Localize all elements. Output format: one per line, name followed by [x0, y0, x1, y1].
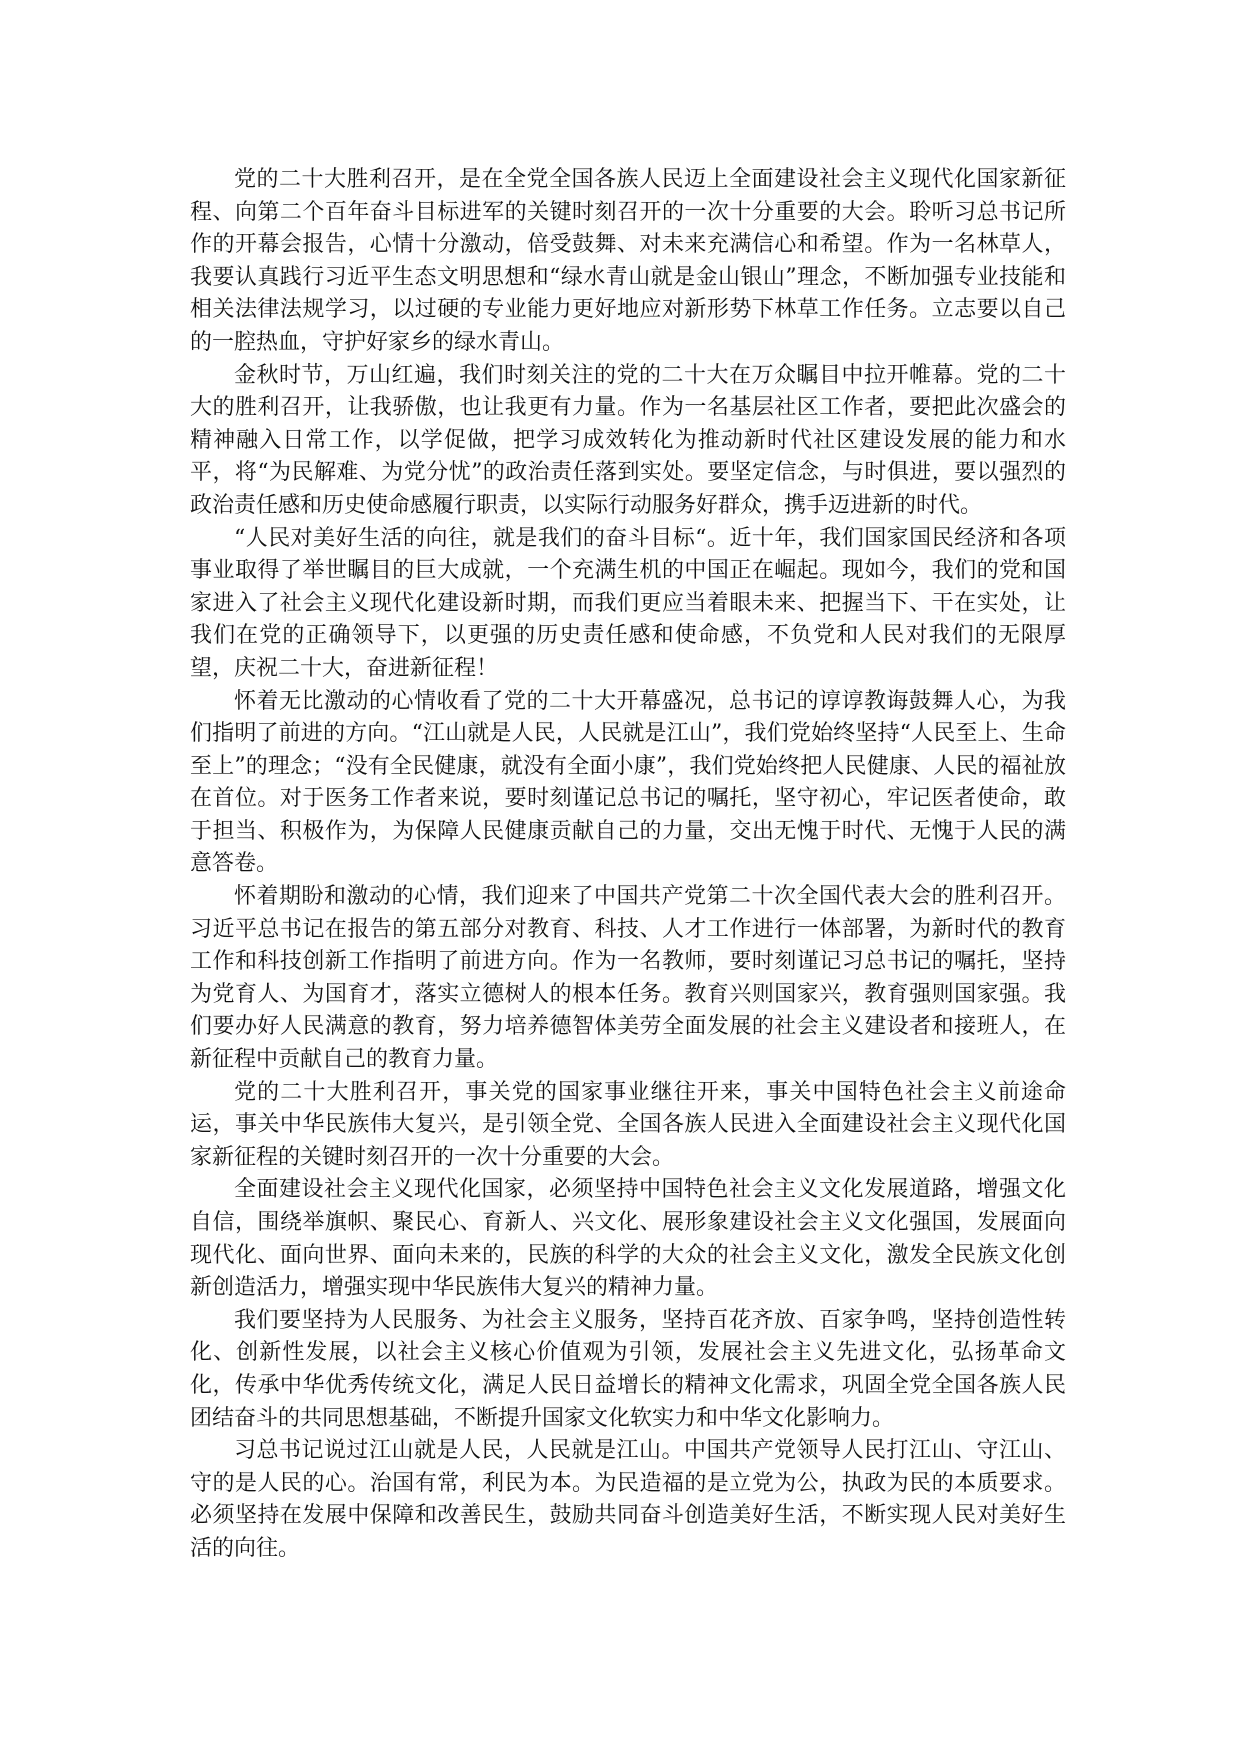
document-body	[190, 164, 1066, 1566]
paragraph-3: “人民对美好生活的向往，就是我们的奋斗目标“。近十年，我们国家国民经济和各项事业取得了举世瞩目的巨大成就，一个充满生机的中国正在崛起。现如今，我们的党和国家进入了社会主义现代化建设新时期，而我们更应当着眼未来、把握当下、干在实处，让我们在党的正确领导下，以更强的历史责任感和使命感，不负党和人民对我们的无限厚望，庆祝二十大，奋进新征程！	[190, 525, 1066, 681]
paragraph-4: 怀着无比激动的心情收看了党的二十大开幕盛况，总书记的谆谆教诲鼓舞人心，为我们指明了前进的方向。“江山就是人民，人民就是江山”，我们党始终坚持“人民至上、生命至上”的理念；“没有全民健康，就没有全面小康”，我们党始终把人民健康、人民的福祉放在首位。对于医务工作者来说，要时刻谨记总书记的嘱托，坚守初心，牢记医者使命，敢于担当、积极作为，为保障人民健康贡献自己的力量，交出无愧于时代、无愧于人民的满意答卷。	[190, 688, 1066, 877]
paragraph-7: 全面建设社会主义现代化国家，必须坚持中国特色社会主义文化发展道路，增强文化自信，围绕举旗帜、聚民心、育新人、兴文化、展形象建设社会主义文化强国，发展面向现代化、面向世界、面向未来的，民族的科学的大众的社会主义文化，激发全民族文化创新创造活力，增强实现中华民族伟大复兴的精神力量。	[190, 1177, 1066, 1301]
paragraph-5: 怀着期盼和激动的心情，我们迎来了中国共产党第二十次全国代表大会的胜利召开。习近平总书记在报告的第五部分对教育、科技、人才工作进行一体部署，为新时代的教育工作和科技创新工作指明了前进方向。作为一名教师，要时刻谨记习总书记的嘱托，坚持为党育人、为国育才，落实立德树人的根本任务。教育兴则国家兴，教育强则国家强。我们要办好人民满意的教育，努力培养德智体美劳全面发展的社会主义建设者和接班人，在新征程中贡献自己的教育力量。	[190, 884, 1066, 1073]
paragraph-9: 习总书记说过江山就是人民，人民就是江山。中国共产党领导人民打江山、守江山、守的是人民的心。治国有常，利民为本。为民造福的是立党为公，执政为民的本质要求。必须坚持在发展中保障和改善民生，鼓励共同奋斗创造美好生活，不断实现人民对美好生活的向往。	[190, 1438, 1066, 1561]
paragraph-2: 金秋时节，万山红遍，我们时刻关注的党的二十大在万众瞩目中拉开帷幕。党的二十大的胜利召开，让我骄傲，也让我更有力量。作为一名基层社区工作者，要把此次盛会的精神融入日常工作，以学促做，把学习成效转化为推动新时代社区建设发展的能力和水平，将“为民解难、为党分忧”的政治责任落到实处。要坚定信念，与时俱进，要以强烈的政治责任感和历史使命感履行职责，以实际行动服务好群众，携手迈进新的时代。	[190, 362, 1066, 518]
paragraph-1: 党的二十大胜利召开，是在全党全国各族人民迈上全面建设社会主义现代化国家新征程、向第二个百年奋斗目标进军的关键时刻召开的一次十分重要的大会。聆听习总书记所作的开幕会报告，心情十分激动，倍受鼓舞、对未来充满信心和希望。作为一名林草人，我要认真践行习近平生态文明思想和“绿水青山就是金山银山”理念，不断加强专业技能和相关法律法规学习，以过硬的专业能力更好地应对新形势下林草工作任务。立志要以自己的一腔热血，守护好家乡的绿水青山。	[190, 167, 1066, 355]
paragraph-8: 我们要坚持为人民服务、为社会主义服务，坚持百花齐放、百家争鸣，坚持创造性转化、创新性发展，以社会主义核心价值观为引领，发展社会主义先进文化，弘扬革命文化，传承中华优秀传统文化，满足人民日益增长的精神文化需求，巩固全党全国各族人民团结奋斗的共同思想基础，不断提升国家文化软实力和中华文化影响力。	[190, 1307, 1066, 1431]
paragraph-6: 党的二十大胜利召开，事关党的国家事业继往开来，事关中国特色社会主义前途命运，事关中华民族伟大复兴，是引领全党、全国各族人民进入全面建设社会主义现代化国家新征程的关键时刻召开的一次十分重要的大会。	[190, 1079, 1066, 1170]
